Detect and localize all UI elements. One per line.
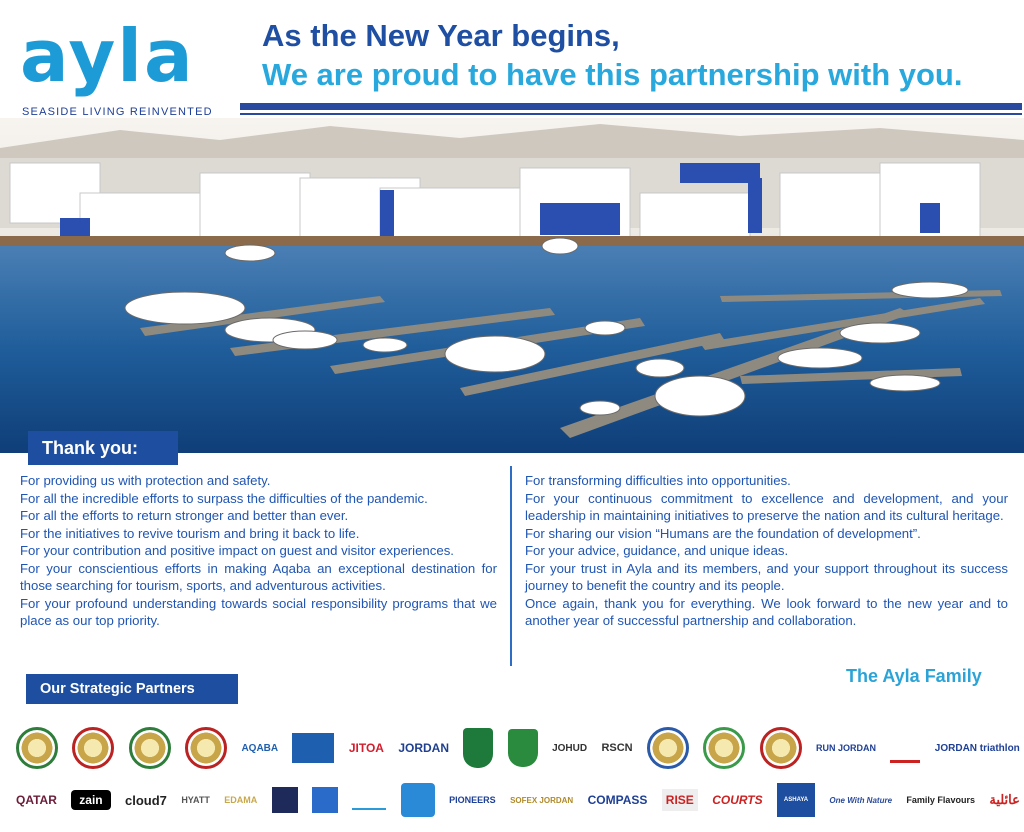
thanks-line: For your profound understanding towards social responsibility programs that we place as our top priority. bbox=[20, 595, 497, 628]
arabic-logo: عائلية bbox=[989, 792, 1020, 807]
run-jordan-logo: RUN JORDAN bbox=[816, 743, 877, 753]
aqaba-logo: AQABA bbox=[241, 742, 279, 754]
partner-mark-logo bbox=[401, 783, 435, 817]
seal-logo bbox=[760, 727, 802, 769]
qatar-logo: QATAR bbox=[16, 793, 57, 807]
header-rule-thin bbox=[240, 113, 1022, 115]
thanks-line: For transforming difficulties into opportunities. bbox=[525, 473, 791, 488]
thanks-line: For the initiatives to revive tourism and bring it back to life. bbox=[20, 525, 360, 541]
thanks-line: For all the incredible efforts to surpass the difficulties of the pandemic. bbox=[20, 490, 428, 506]
right-column bbox=[525, 472, 1008, 630]
seal-logo bbox=[703, 727, 745, 769]
partner-logos-row-2 bbox=[16, 778, 1020, 822]
seal-logo bbox=[16, 727, 58, 769]
pioneers-logo: PIONEERS bbox=[449, 795, 496, 805]
family-flavours-logo: Family Flavours bbox=[906, 795, 975, 805]
partner-mark-logo bbox=[272, 787, 298, 813]
courts-logo: COURTS bbox=[712, 793, 763, 807]
thank-you-label: Thank you: bbox=[28, 431, 178, 465]
partner-mark-logo bbox=[312, 787, 338, 813]
triathlon-logo: JORDAN triathlon bbox=[934, 742, 1020, 754]
jitoa-logo: JITOA bbox=[348, 741, 384, 755]
thanks-line: For your contribution and positive impact on guest and visitor experiences. bbox=[20, 543, 454, 558]
shield-logo bbox=[508, 729, 538, 767]
thanks-line: For all the efforts to return stronger and better than ever. bbox=[20, 508, 349, 523]
left-column bbox=[20, 472, 497, 630]
header-rule bbox=[240, 103, 1022, 110]
thanks-line: Once again, thank you for everything. We look forward to the new year and to another year of successful partnership and collaboration. bbox=[525, 595, 1008, 628]
ministry-logo bbox=[292, 733, 334, 763]
ayla-logo bbox=[18, 14, 233, 119]
compass-logo: COMPASS bbox=[587, 793, 648, 807]
hyatt-logo: HYATT bbox=[181, 795, 210, 805]
zain-logo: zain bbox=[71, 790, 110, 810]
one-with-nature-logo: One With Nature bbox=[829, 795, 893, 805]
signature: The Ayla Family bbox=[846, 666, 982, 686]
rscn-logo: RSCN bbox=[601, 742, 633, 754]
headline bbox=[262, 18, 1012, 94]
partner-logos-row-1 bbox=[16, 722, 1020, 774]
thanks-line: For your conscientious efforts in making Aqaba an exceptional destination for those searching for tourism, sports, and adventurous activities. bbox=[20, 560, 497, 593]
marina-photo bbox=[0, 118, 1024, 453]
runner-logo bbox=[890, 733, 920, 763]
thanks-line: For providing us with protection and safety. bbox=[20, 473, 271, 488]
thanks-line: For sharing our vision “Humans are the foundation of development”. bbox=[525, 525, 921, 541]
ashaya-logo: ASHAYA bbox=[777, 783, 815, 817]
seal-logo bbox=[185, 727, 227, 769]
shield-logo bbox=[463, 728, 493, 768]
brand-tagline: SEASIDE LIVING REINVENTED bbox=[22, 106, 213, 118]
seal-logo bbox=[129, 727, 171, 769]
headline-line-1: As the New Year begins, bbox=[262, 18, 620, 53]
jordan-logo: JORDAN bbox=[398, 741, 449, 755]
thanks-line: For your continuous commitment to excellence and development, and your leadership in maintaining initiatives to preserve the nation and its cultural heritage. bbox=[525, 490, 1008, 523]
edama-logo: EDAMA bbox=[224, 795, 258, 805]
cloud7-logo: cloud7 bbox=[125, 792, 167, 808]
seal-logo bbox=[72, 727, 114, 769]
partners-label: Our Strategic Partners bbox=[26, 674, 238, 704]
thanks-line: For your trust in Ayla and its members, and your support throughout its success journey to benefit the country and its people. bbox=[525, 560, 1008, 593]
sofex-logo: SOFEX JORDAN bbox=[510, 795, 574, 805]
seal-logo bbox=[647, 727, 689, 769]
rise-logo: RISE bbox=[662, 789, 698, 811]
johud-logo: JOHUD bbox=[552, 742, 588, 754]
column-divider bbox=[510, 466, 512, 666]
partner-mark-logo bbox=[352, 790, 386, 810]
thanks-line: For your advice, guidance, and unique ideas. bbox=[525, 543, 789, 558]
headline-line-2: We are proud to have this partnership with you. bbox=[262, 57, 963, 92]
ayla-wordmark: ayla bbox=[20, 14, 195, 98]
